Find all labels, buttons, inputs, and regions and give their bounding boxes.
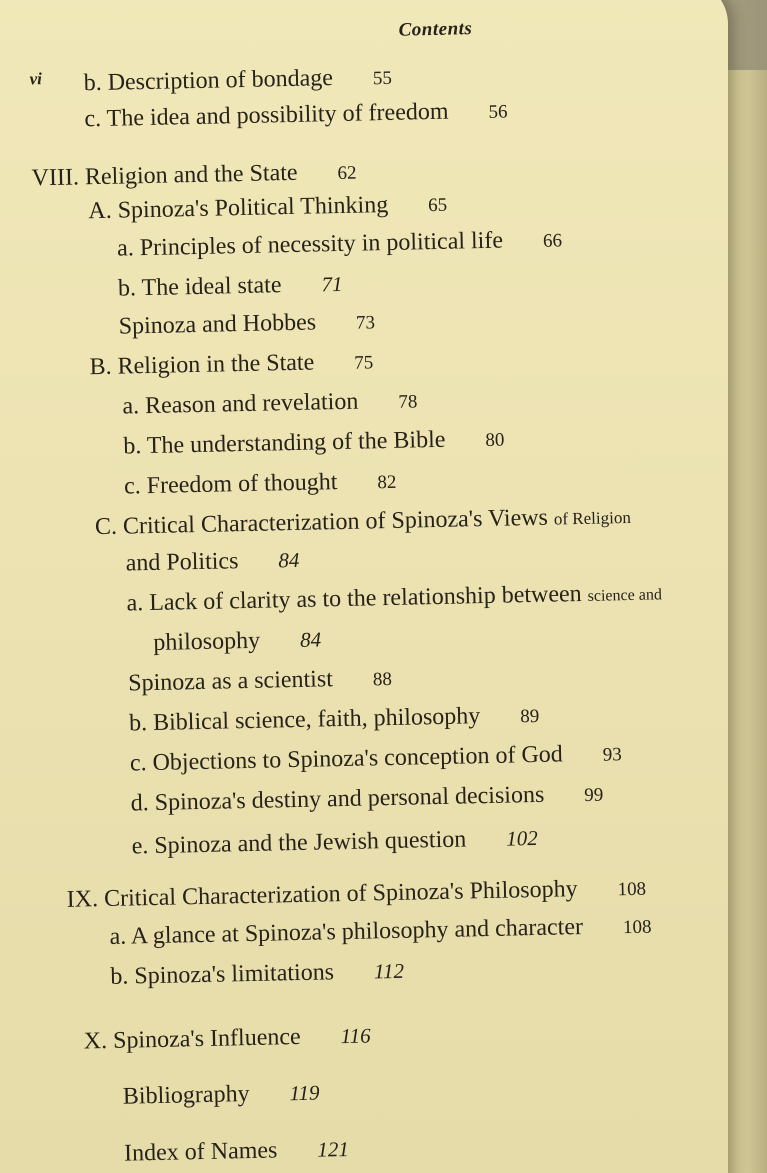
toc-entry-page: 112 — [373, 958, 405, 984]
toc-entry-page: 66 — [542, 230, 563, 252]
toc-entry-label: a. Principles of necessity in political life — [116, 227, 504, 262]
toc-chapter — [83, 1023, 370, 1056]
toc-entry-label: A. Spinoza's Political Thinking — [88, 191, 389, 225]
toc-entry-label: e. Spinoza and the Jewish question — [131, 826, 467, 860]
toc-entry — [123, 426, 505, 461]
toc-entry — [126, 579, 662, 617]
toc-entry-label-continued: philosophy — [153, 627, 261, 656]
toc-entry-page: 84 — [278, 547, 300, 573]
toc-entry-page: 88 — [372, 668, 393, 691]
running-head: Contents — [398, 18, 473, 41]
toc-entry — [119, 308, 376, 340]
toc-entry-page: 116 — [340, 1023, 371, 1049]
toc-entry-page: 121 — [317, 1136, 350, 1162]
toc-backmatter — [124, 1136, 349, 1168]
toc-entry-label-main: a. Lack of clarity as to the relationship between — [126, 580, 588, 617]
toc-entry-label-main: C. Critical Characterization of Spinoza's Views — [94, 504, 555, 541]
toc-entry-label: IX. Critical Characterization of Spinoza's Philosophy — [66, 876, 578, 913]
toc-entry — [117, 226, 562, 262]
toc-entry — [109, 913, 651, 951]
toc-entry-page: 75 — [354, 352, 374, 374]
toc-entry-label: b. Spinoza's limitations — [110, 959, 335, 990]
toc-entry-label-small: of Religion — [553, 507, 632, 529]
toc-entry — [83, 64, 392, 97]
toc-entry-label: b. The ideal state — [117, 272, 282, 302]
toc-entry-label: b. Description of bondage — [83, 65, 334, 97]
page-number: vi — [29, 69, 43, 89]
toc-entry-page: 56 — [488, 101, 508, 123]
toc-entry-label: c. The idea and possibility of freedom — [84, 98, 449, 133]
toc-entry — [131, 825, 538, 860]
toc-entry-label: a. Reason and revelation — [122, 388, 359, 420]
toc-entry-page: 78 — [398, 391, 418, 413]
toc-entry-label: b. Biblical science, faith, philosophy — [128, 703, 481, 737]
toc-entry-label-small: science and — [587, 586, 663, 605]
toc-entry — [118, 271, 343, 303]
toc-entry-label: Spinoza and Hobbes — [118, 309, 317, 340]
toc-entry-label — [95, 503, 631, 541]
toc-entry-label: B. Religion in the State — [89, 349, 315, 381]
toc-entry-page: 99 — [584, 784, 604, 806]
toc-entry — [84, 97, 508, 133]
toc-entry-label — [126, 579, 662, 617]
toc-section — [95, 503, 631, 541]
toc-entry-page: 108 — [622, 916, 652, 939]
toc-entry-page: 119 — [289, 1080, 320, 1106]
toc-entry — [129, 702, 540, 738]
toc-entry-label: d. Spinoza's destiny and personal decisions — [130, 781, 545, 817]
toc-entry — [128, 665, 392, 698]
toc-entry-label-continued: and Politics — [125, 548, 239, 577]
toc-entry — [130, 740, 622, 777]
toc-section-continued — [125, 547, 299, 578]
toc-section — [88, 191, 447, 226]
toc-entry-label: X. Spinoza's Influence — [83, 1023, 301, 1055]
toc-entry-page: 93 — [602, 744, 622, 766]
toc-entry-label: c. Objections to Spinoza's conception of God — [129, 741, 564, 777]
toc-backmatter — [123, 1080, 320, 1111]
toc-entry-label: VIII. Religion and the State — [31, 159, 298, 192]
toc-entry — [130, 781, 603, 818]
toc-entry-label: Index of Names — [123, 1137, 278, 1167]
toc-entry-page: 80 — [485, 429, 505, 451]
toc-entry-page: 62 — [337, 162, 357, 184]
toc-entry-page: 65 — [427, 194, 448, 217]
toc-entry-page: 73 — [355, 312, 376, 334]
toc-section — [89, 348, 373, 381]
toc-entry-label: b. The understanding of the Bible — [123, 426, 446, 460]
toc-entry-continued — [153, 626, 321, 657]
toc-entry-page: 84 — [299, 627, 322, 652]
toc-entry-page: 55 — [372, 67, 393, 90]
toc-chapter — [67, 875, 647, 914]
toc-entry-label: a. A glance at Spinoza's philosophy and character — [109, 914, 584, 950]
toc-entry — [110, 958, 404, 991]
toc-entry-label: Bibliography — [122, 1081, 250, 1110]
toc-entry-page: 102 — [505, 825, 538, 851]
toc-entry-page: 71 — [321, 271, 343, 297]
toc-entry-page: 89 — [520, 705, 540, 728]
toc-entry — [122, 387, 417, 420]
toc-chapter — [31, 159, 356, 193]
toc-entry-page: 108 — [617, 878, 647, 901]
toc-entry — [124, 468, 397, 501]
toc-entry-label: c. Freedom of thought — [123, 469, 338, 500]
toc-entry-label: Spinoza as a scientist — [127, 666, 334, 697]
toc-entry-page: 82 — [377, 471, 397, 494]
